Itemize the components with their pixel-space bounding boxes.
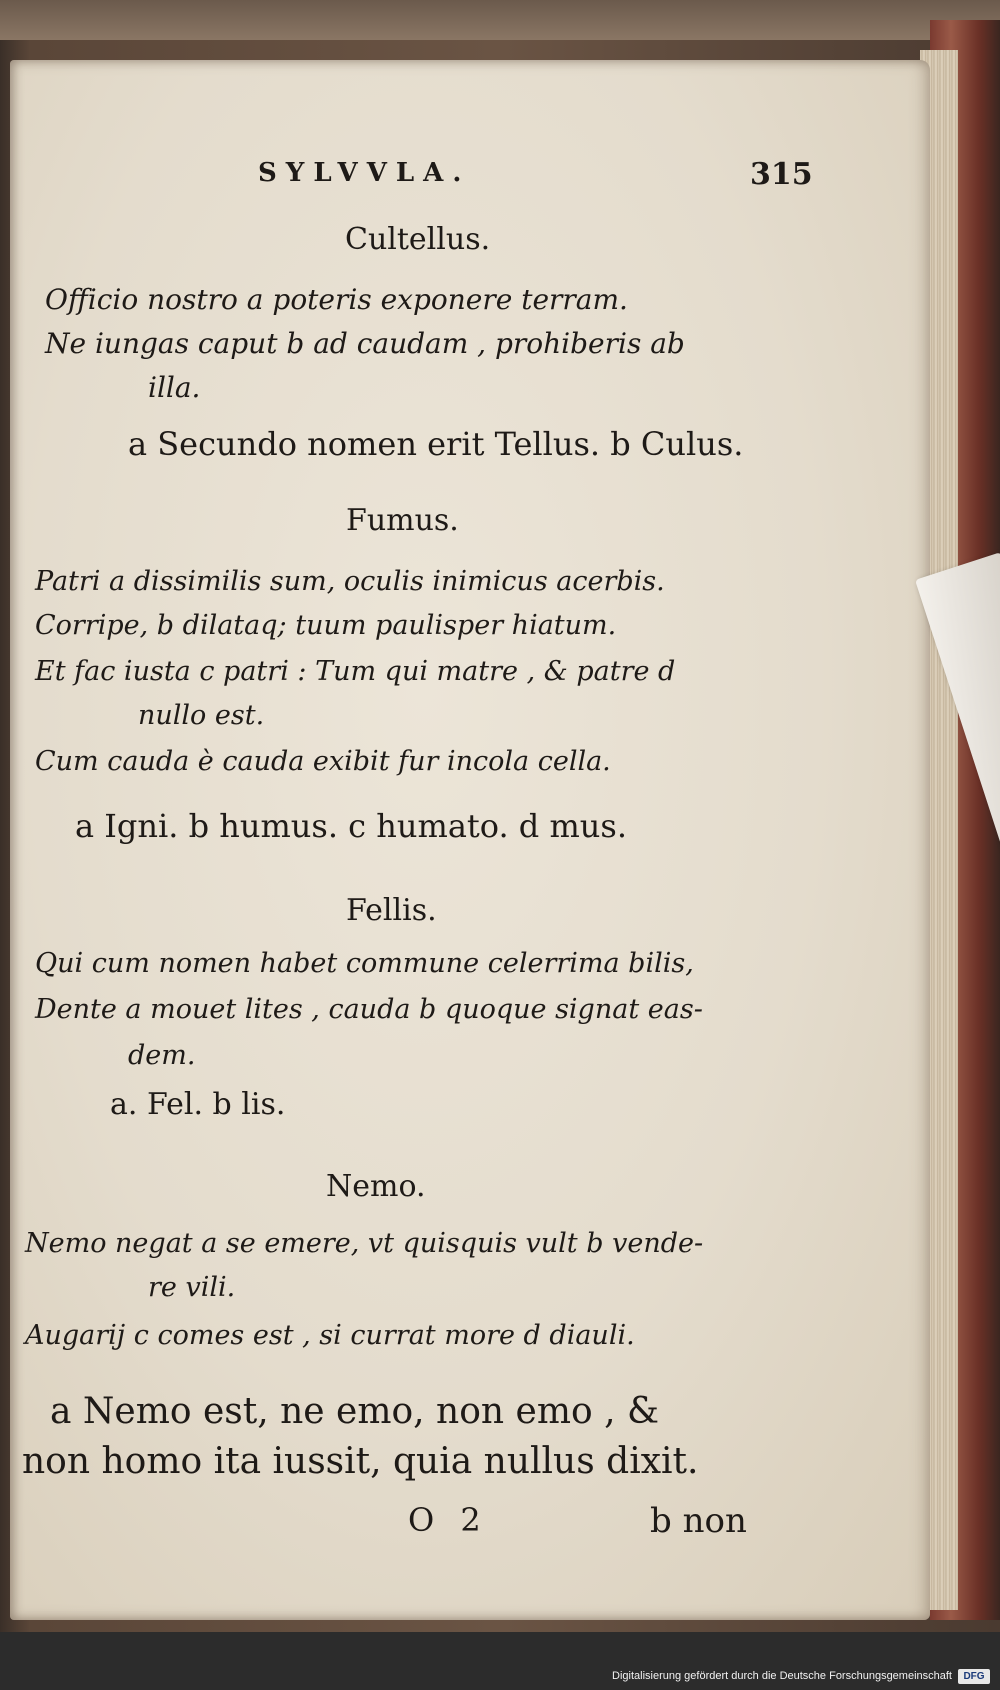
section-note: a Nemo est, ne emo, non emo , &: [50, 1391, 660, 1432]
signature-mark: O 2: [408, 1501, 489, 1539]
section-note: a Secundo nomen erit Tellus. b Culus.: [128, 425, 744, 463]
section-title: Cultellus.: [345, 222, 491, 257]
running-title: SYLVVLA.: [258, 158, 471, 188]
section-note: a. Fel. b lis.: [110, 1087, 286, 1122]
verse-line: Corripe, b dilataq; tuum paulisper hiatum.: [35, 610, 617, 641]
section-title: Fumus.: [346, 503, 459, 538]
section-note: a Igni. b humus. c humato. d mus.: [75, 807, 627, 845]
verse-line: Patri a dissimilis sum, oculis inimicus acerbis.: [35, 566, 665, 597]
verse-line: Et fac iusta c patri : Tum qui matre , & patre d: [35, 656, 676, 687]
digitization-credit: Digitalisierung gefördert durch die Deutsche Forschungsgemeinschaft: [612, 1670, 952, 1682]
verse-line: Dente a mouet lites , cauda b quoque signat eas-: [35, 994, 703, 1025]
book-cover-top: [0, 0, 1000, 40]
verse-line: Officio nostro a poteris exponere terram.: [45, 283, 628, 316]
section-title: Fellis.: [346, 893, 437, 928]
verse-line: Cum cauda è cauda exibit fur incola cella.: [35, 746, 611, 777]
section-note: non homo ita iussit, quia nullus dixit.: [22, 1441, 699, 1482]
verse-line: illa.: [148, 371, 201, 404]
section-title: Nemo.: [326, 1169, 426, 1204]
footer-band: [0, 1632, 1000, 1690]
verse-line: Augarij c comes est , si currat more d diauli.: [25, 1320, 635, 1351]
book-page: [10, 60, 930, 1620]
page-number: 315: [750, 157, 813, 192]
verse-line: Qui cum nomen habet commune celerrima bilis,: [35, 948, 694, 979]
verse-line: nullo est.: [138, 700, 265, 731]
verse-line: re vili.: [148, 1272, 236, 1303]
verse-line: dem.: [128, 1040, 196, 1071]
catchword: b non: [650, 1501, 747, 1541]
dfg-logo-icon: DFG: [958, 1669, 990, 1684]
verse-line: Nemo negat a se emere, vt quisquis vult b vende-: [25, 1228, 704, 1259]
verse-line: Ne iungas caput b ad caudam , prohiberis ab: [45, 327, 685, 360]
